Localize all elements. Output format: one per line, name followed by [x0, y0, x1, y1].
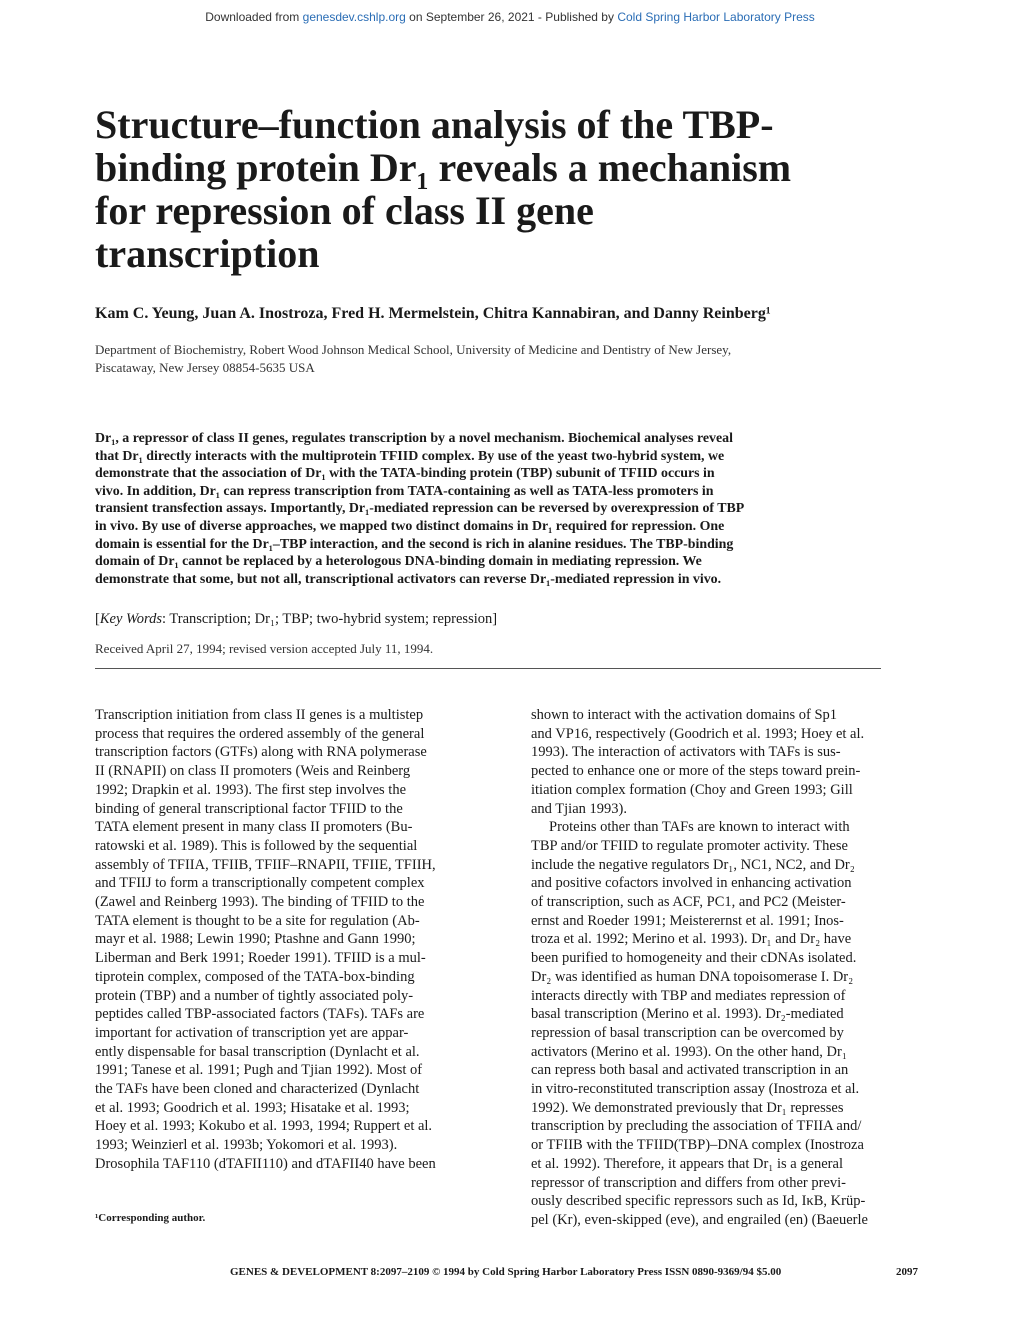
body-line: binding of general transcriptional factor TFIID to the: [95, 800, 403, 817]
body-line: itiation complex formation (Choy and Green 1993; Gill: [531, 781, 853, 798]
body-line: peptides called TBP-associated factors (TAFs). TAFs are: [95, 1006, 425, 1023]
journal-footer: GENES & DEVELOPMENT 8:2097–2109 © 1994 by Cold Spring Harbor Laboratory Press ISSN 0890-9369/94 $5.00: [230, 1266, 782, 1278]
body-line: process that requires the ordered assembly of the general: [95, 725, 425, 742]
body-line: mayr et al. 1988; Lewin 1990; Ptashne and Gann 1990;: [95, 931, 416, 948]
body-line: Hoey et al. 1993; Kokubo et al. 1993, 1994; Ruppert et al.: [95, 1118, 433, 1135]
key-words: [Key Words: Transcription; Dr₁; TBP; two-hybrid system; repression]: [95, 611, 498, 627]
body-line: ratowski et al. 1989). This is followed by the sequential: [95, 837, 418, 854]
affiliation-line: Piscataway, New Jersey 08854-5635 USA: [95, 360, 315, 375]
body-line: 1993). The interaction of activators with TAFs is sus-: [531, 744, 841, 761]
body-line: basal transcription (Merino et al. 1993). Dr₂-mediated: [531, 1006, 844, 1023]
body-line: activators (Merino et al. 1993). On the other hand, Dr₁: [531, 1043, 847, 1060]
body-column-right: [531, 706, 927, 1230]
body-line: 1992). We demonstrated previously that Dr₁ represses: [531, 1099, 844, 1116]
body-line: shown to interact with the activation domains of Sp1: [531, 707, 838, 723]
abstract-line: vivo. In addition, Dr₁ can repress transcription from TATA-containing as well as TATA-less promoters in: [95, 483, 714, 499]
body-line: repression of basal transcription can be overcomed by: [531, 1024, 844, 1041]
body-line: can repress both basal and activated transcription in an: [531, 1062, 849, 1079]
body-line: 1992; Drapkin et al. 1993). The first step involves the: [95, 781, 407, 798]
body-line: and VP16, respectively (Goodrich et al. 1993; Hoey et al.: [531, 725, 865, 742]
body-line: Dr₂ was identified as human DNA topoisomerase I. Dr₂: [531, 968, 854, 985]
body-line: or TFIIB with the TFIID(TBP)–DNA complex (Inostroza: [531, 1137, 864, 1154]
body-line: TATA element is thought to be a site for regulation (Ab-: [95, 912, 420, 929]
download-notice: [0, 10, 1020, 24]
body-line: the TAFs have been cloned and characterized (Dynlacht: [95, 1081, 420, 1098]
section-divider: [95, 668, 881, 669]
corresponding-author-footnote: ¹Corresponding author.: [95, 1212, 206, 1224]
publisher-link[interactable]: Cold Spring Harbor Laboratory Press: [617, 10, 815, 24]
abstract-line: demonstrate that the association of Dr₁ with the TATA-binding protein (TBP) subunit of TFIID occurs in: [95, 466, 715, 482]
page-number: 2097: [896, 1266, 918, 1278]
title-line: for repression of class II gene: [95, 188, 594, 233]
body-column-left: [95, 706, 491, 1174]
body-line: include the negative regulators Dr₁, NC1, NC2, and Dr₂: [531, 856, 855, 873]
body-line: TBP and/or TFIID to regulate promoter activity. These: [531, 837, 848, 854]
body-line: been purified to homogeneity and their cDNAs isolated.: [531, 950, 857, 967]
title-line: transcription: [95, 231, 320, 276]
abstract-line: transient transfection assays. Importantly, Dr₁-mediated repression can be reversed by overexpression of TBP: [95, 501, 745, 517]
body-line: and Tjian 1993).: [531, 800, 627, 817]
download-prefix: Downloaded from: [205, 10, 300, 24]
body-line: of transcription, such as ACF, PC1, and PC2 (Meister-: [531, 894, 846, 911]
key-words-label: Key Words: [99, 611, 163, 627]
body-line: TATA element present in many class II promoters (Bu-: [95, 819, 413, 836]
abstract-line: domain of Dr₁ cannot be replaced by a heterologous DNA-binding domain in mediating repression. We: [95, 554, 702, 570]
body-line: and positive cofactors involved in enhancing activation: [531, 875, 852, 892]
body-line: protein (TBP) and a number of tightly associated poly-: [95, 987, 414, 1004]
download-middle: on September 26, 2021 - Published by: [409, 10, 614, 24]
body-line: and TFIIJ to form a transcriptionally competent complex: [95, 875, 425, 892]
body-line: assembly of TFIIA, TFIIB, TFIIF–RNAPII, TFIIE, TFIIH,: [95, 856, 436, 873]
received-dates: Received April 27, 1994; revised version accepted July 11, 1994.: [95, 641, 434, 656]
title-line: Structure–function analysis of the TBP-: [95, 102, 774, 147]
body-line: II (RNAPII) on class II promoters (Weis and Reinberg: [95, 763, 411, 780]
abstract: [95, 430, 885, 588]
body-line: (Zawel and Reinberg 1993). The binding of TFIID to the: [95, 894, 425, 911]
site-link[interactable]: genesdev.cshlp.org: [302, 10, 406, 24]
key-words-text: : Transcription; Dr₁; TBP; two-hybrid system; repression]: [162, 611, 498, 627]
body-line: troza et al. 1992; Merino et al. 1993). Dr₁ and Dr₂ have: [531, 931, 852, 948]
title-line: binding protein Dr₁ reveals a mechanism: [95, 145, 792, 190]
body-line: ously described specific repressors such as Id, IκB, Krüp-: [531, 1193, 866, 1210]
body-line: Liberman and Berk 1991; Roeder 1991). TFIID is a mul-: [95, 950, 426, 967]
abstract-line: demonstrate that some, but not all, transcriptional activators can reverse Dr₁-mediated repression in vivo.: [95, 571, 722, 587]
body-line: transcription factors (GTFs) along with RNA polymerase: [95, 744, 427, 761]
body-line: transcription by precluding the association of TFIIA and/: [531, 1118, 862, 1135]
body-line: interacts directly with TBP and mediates repression of: [531, 987, 846, 1004]
abstract-line: in vivo. By use of diverse approaches, we mapped two distinct domains in Dr₁ required for repression. One: [95, 518, 725, 534]
body-line: 1993; Weinzierl et al. 1993b; Yokomori et al. 1993).: [95, 1137, 398, 1154]
body-line: ernst and Roeder 1991; Meisterernst et al. 1991; Inos-: [531, 912, 844, 929]
body-line: 1991; Tanese et al. 1991; Pugh and Tjian 1992). Most of: [95, 1062, 423, 1079]
abstract-line: domain is essential for the Dr₁–TBP interaction, and the second is rich in alanine residues. The TBP-binding: [95, 536, 734, 552]
abstract-line: that Dr₁ directly interacts with the multiprotein TFIID complex. By use of the yeast two-hybrid system, we: [95, 448, 725, 464]
body-line: et al. 1993; Goodrich et al. 1993; Hisatake et al. 1993;: [95, 1099, 410, 1116]
affiliation-line: Department of Biochemistry, Robert Wood Johnson Medical School, University of Medicine and Dentistry of New Jersey,: [95, 342, 732, 357]
abstract-line: Dr₁, a repressor of class II genes, regulates transcription by a novel mechanism. Biochemical analyses reveal: [95, 431, 733, 446]
body-line: Drosophila TAF110 (dTAFII110) and dTAFII40 have been: [95, 1155, 436, 1172]
body-line: important for activation of transcription yet are appar-: [95, 1024, 409, 1041]
body-line: pected to enhance one or more of the steps toward prein-: [531, 763, 861, 780]
affiliation: [95, 341, 935, 377]
body-line: pel (Kr), even-skipped (eve), and engrailed (en) (Baeuerle: [531, 1211, 868, 1228]
body-line: ently dispensable for basal transcription (Dynlacht et al.: [95, 1043, 420, 1060]
body-line: Transcription initiation from class II genes is a multistep: [95, 707, 424, 723]
body-line: tiprotein complex, composed of the TATA-box-binding: [95, 968, 415, 985]
body-line: in vitro-reconstituted transcription assay (Inostroza et al.: [531, 1081, 860, 1098]
author-list: Kam C. Yeung, Juan A. Inostroza, Fred H. Mermelstein, Chitra Kannabiran, and Danny Reinberg¹: [95, 305, 771, 322]
body-line: et al. 1992). Therefore, it appears that Dr₁ is a general: [531, 1155, 843, 1172]
body-line: Proteins other than TAFs are known to interact with: [549, 819, 850, 836]
article-title: [95, 103, 915, 275]
body-line: repressor of transcription and differs from other previ-: [531, 1174, 846, 1191]
